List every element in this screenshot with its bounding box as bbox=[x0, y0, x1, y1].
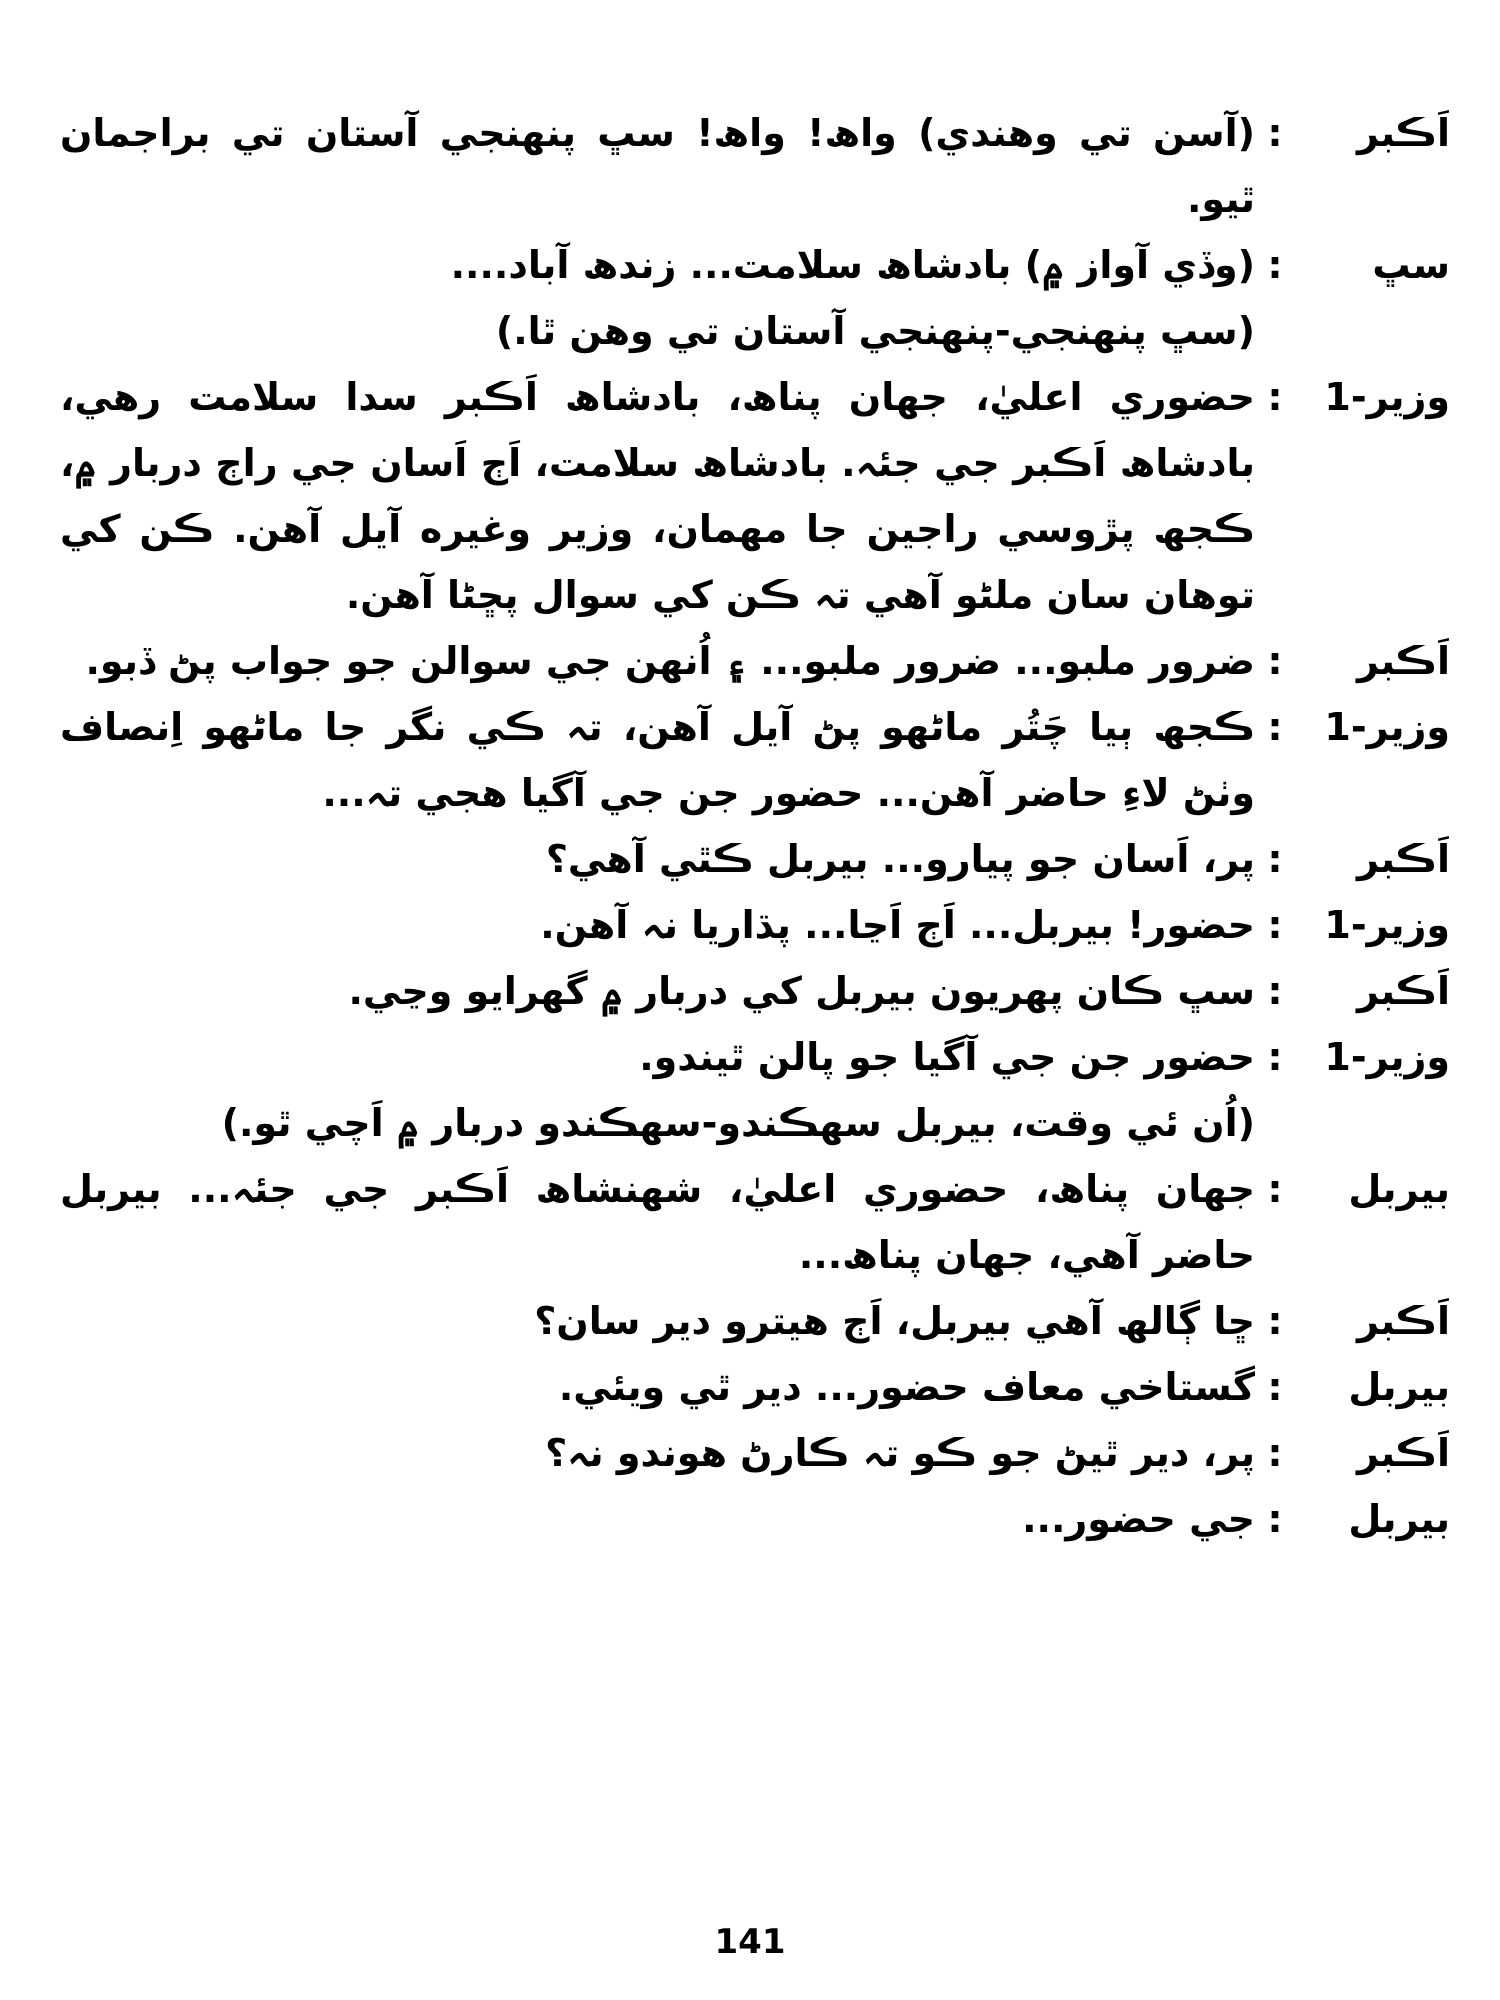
dialogue-text: ڪجھ ٻيا چَتُر ماڻهو پڻ آيل آهن، تہ ڪي نگر جا ماڻهو اِنصاف وٺڻ لاءِ حاضر آهن... حضور جن جي آگيا هجي تہ... bbox=[60, 705, 1255, 815]
dialogue-entry bbox=[60, 1288, 1450, 1354]
dialogue-text: جهان پناھ، حضوري اعليٰ، شهنشاھ اَڪبر جي جئہ... بيربل حاضر آهي، جهان پناھ... bbox=[60, 1167, 1255, 1277]
speaker-separator: : bbox=[1267, 639, 1283, 683]
dialogue-text: گستاخي معاف حضور... دير ٿي ويئي. bbox=[558, 1365, 1255, 1409]
speaker-separator: : bbox=[1267, 1035, 1283, 1079]
speaker-separator: : bbox=[1267, 705, 1283, 749]
speaker-name: وزير-1 bbox=[1324, 903, 1450, 947]
dialogue-entry bbox=[60, 1024, 1450, 1090]
dialogue-text: ڇا ڳالھ آهي بيربل، اَڄ هيترو دير سان؟ bbox=[534, 1299, 1255, 1343]
speaker-name: بيربل bbox=[1348, 1365, 1450, 1409]
page-number: 141 bbox=[714, 1922, 786, 1962]
dialogue-entry bbox=[60, 100, 1450, 232]
speaker-separator: : bbox=[1267, 837, 1283, 881]
speaker-name: اَڪبر bbox=[1357, 111, 1450, 155]
dialogue-entry bbox=[60, 1486, 1450, 1552]
speaker-name: سڀ bbox=[1372, 243, 1450, 287]
dialogue-text: ضرور ملبو... ضرور ملبو... ۽ اُنهن جي سوالن جو جواب پڻ ڏبو. bbox=[85, 639, 1255, 683]
speaker-separator: : bbox=[1267, 243, 1283, 287]
speaker-name: وزير-1 bbox=[1324, 1035, 1450, 1079]
speaker-separator: : bbox=[1267, 1365, 1283, 1409]
dialogue-text: (وڏي آواز ۾) بادشاھ سلامت... زندھ آباد.... bbox=[450, 243, 1255, 287]
speaker-name: اَڪبر bbox=[1357, 1299, 1450, 1343]
dialogue-entry bbox=[60, 694, 1450, 826]
dialogue-text: سڀ ڪان پهريون بيربل کي دربار ۾ گهرايو وڃي. bbox=[348, 969, 1255, 1013]
dialogue-text: حضوري اعليٰ، جهان پناھ، بادشاھ اَڪبر سدا سلامت رهي، بادشاھ اَڪبر جي جئہ. بادشاھ سلامت، اَڄ اَسان جي راڄ دربار ۾، ڪجھ پڙوسي راجين جا مهمان، وزير وغيره آيل آهن. ڪن کي توهان سان ملڻو آهي تہ ڪن کي سوال پڇڻا آهن. bbox=[60, 375, 1255, 617]
stage-direction: (سڀ پنهنجي-پنهنجي آستان تي وهن ٿا.) bbox=[495, 309, 1255, 353]
dialogue-entry bbox=[60, 628, 1450, 694]
speaker-separator: : bbox=[1267, 903, 1283, 947]
speaker-name: اَڪبر bbox=[1357, 969, 1450, 1013]
speaker-name: اَڪبر bbox=[1357, 837, 1450, 881]
speaker-name: اَڪبر bbox=[1357, 639, 1450, 683]
play-script bbox=[60, 100, 1450, 1552]
speaker-separator: : bbox=[1267, 1299, 1283, 1343]
dialogue-entry bbox=[60, 1156, 1450, 1288]
dialogue-entry bbox=[60, 1420, 1450, 1486]
dialogue-entry bbox=[60, 958, 1450, 1024]
dialogue-text: پر، دير ٿيڻ جو ڪو تہ ڪارڻ هوندو نہ؟ bbox=[545, 1431, 1255, 1475]
dialogue-text: (آسن تي وهندي) واھ! واھ! سڀ پنهنجي آستان تي براجمان ٿيو. bbox=[60, 111, 1255, 221]
speaker-name: بيربل bbox=[1348, 1167, 1450, 1211]
speaker-separator: : bbox=[1267, 969, 1283, 1013]
speaker-name: وزير-1 bbox=[1324, 375, 1450, 419]
speaker-name: وزير-1 bbox=[1324, 705, 1450, 749]
speaker-separator: : bbox=[1267, 1431, 1283, 1475]
speaker-name: بيربل bbox=[1348, 1497, 1450, 1541]
dialogue-entry bbox=[60, 364, 1450, 628]
dialogue-text: حضور جن جي آگيا جو پالن ٿيندو. bbox=[639, 1035, 1255, 1079]
dialogue-text: جي حضور... bbox=[1022, 1497, 1255, 1541]
speaker-separator: : bbox=[1267, 1497, 1283, 1541]
speaker-separator: : bbox=[1267, 375, 1283, 419]
speaker-separator: : bbox=[1267, 1167, 1283, 1211]
dialogue-entry bbox=[60, 892, 1450, 958]
dialogue-text: پر، اَسان جو پيارو... بيربل ڪٿي آهي؟ bbox=[545, 837, 1255, 881]
dialogue-text: حضور! بيربل... اَڄ اَڃا... پڌاريا نہ آهن. bbox=[540, 903, 1255, 947]
dialogue-entry bbox=[60, 232, 1450, 298]
speaker-name: اَڪبر bbox=[1357, 1431, 1450, 1475]
speaker-separator: : bbox=[1267, 111, 1283, 155]
dialogue-entry bbox=[60, 826, 1450, 892]
dialogue-entry bbox=[60, 1354, 1450, 1420]
stage-direction: (اُن ئي وقت، بيربل سهڪندو-سهڪندو دربار ۾ اَچي ٿو.) bbox=[221, 1101, 1255, 1145]
